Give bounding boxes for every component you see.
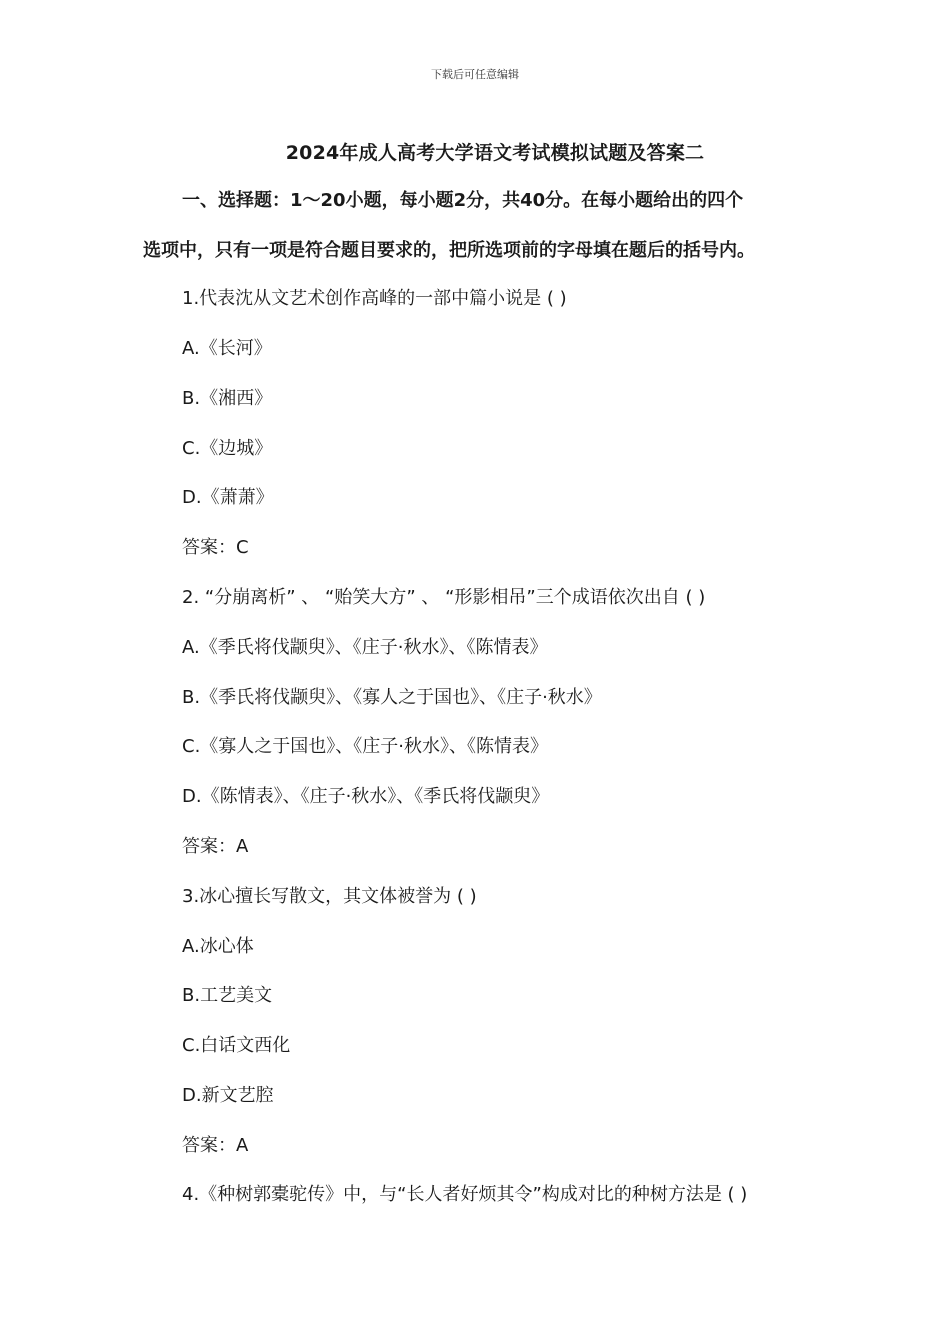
question-stem: 1.代表沈从文艺术创作高峰的一部中篇小说是 ( ) — [182, 288, 567, 309]
question-option: C.《边城》 — [182, 438, 273, 459]
question-answer: 答案：A — [182, 1135, 249, 1156]
question-option: D.《陈情表》、《庄子·秋水》、《季氏将伐颛臾》 — [182, 786, 550, 807]
question-stem: 2. “分崩离析” 、 “贻笑大方” 、 “形影相吊”三个成语依次出自 ( ) — [182, 587, 706, 608]
question-stem: 3.冰心擅长写散文，其文体被誉为 ( ) — [182, 886, 477, 907]
section-instruction-line-2: 选项中，只有一项是符合题目要求的，把所选项前的字母填在题后的括号内。 — [143, 240, 755, 261]
question-answer: 答案：A — [182, 836, 249, 857]
question-option: B.《季氏将伐颛臾》、《寡人之于国也》、《庄子·秋水》 — [182, 687, 602, 708]
question-option: A.《长河》 — [182, 338, 272, 359]
question-stem: 4.《种树郭橐驼传》中，与“长人者好烦其令”构成对比的种树方法是 ( ) — [182, 1184, 748, 1205]
question-option: D.新文艺腔 — [182, 1085, 274, 1106]
question-option: B.工艺美文 — [182, 985, 273, 1006]
document-title: 2024年成人高考大学语文考试模拟试题及答案二 — [285, 142, 705, 164]
question-option: A.《季氏将伐颛臾》、《庄子·秋水》、《陈情表》 — [182, 637, 548, 658]
question-option: D.《萧萧》 — [182, 487, 274, 508]
question-answer: 答案：C — [182, 537, 249, 558]
question-option: C.《寡人之于国也》、《庄子·秋水》、《陈情表》 — [182, 736, 549, 757]
section-instruction-line-1: 一、选择题：1～20小题，每小题2分，共40分。在每小题给出的四个 — [182, 190, 744, 211]
question-option: B.《湘西》 — [182, 388, 273, 409]
question-option: C.白话文西化 — [182, 1035, 291, 1056]
header-note: 下载后可任意编辑 — [431, 68, 519, 81]
question-option: A.冰心体 — [182, 936, 254, 957]
